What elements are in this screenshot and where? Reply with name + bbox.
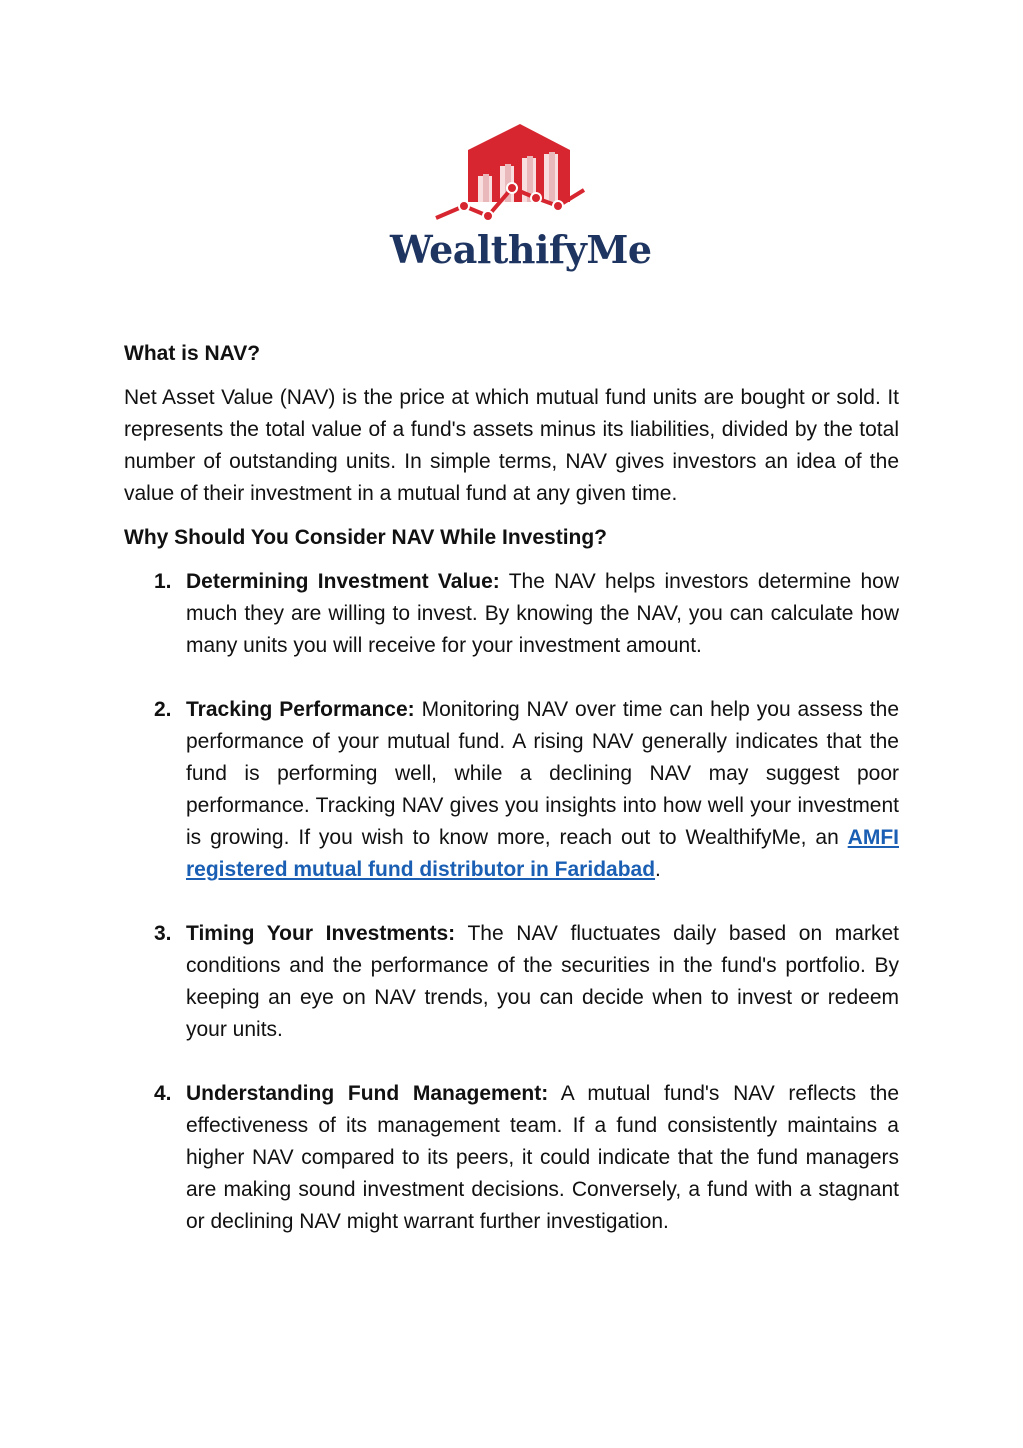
list-item-text: The NAV fluctuates daily based on market conditions and the performance of the securities in the fund's portfolio. By keeping an eye on NAV trends, you can decide when to invest or redeem your units. [186,922,899,1041]
nav-definition-paragraph: Net Asset Value (NAV) is the price at which mutual fund units are bought or sold. It represents the total value of a fund's assets minus its liabilities, divided by the total number of outstanding units. In simple terms, NAV gives investors an idea of the value of their investment in a mutual fund at any given time. [124,386,899,505]
list-item-text: A mutual fund's NAV reflects the effectiveness of its management team. If a fund consistently maintains a higher NAV compared to its peers, it could indicate that the fund managers are making sound investment decisions. Conversely, a fund with a stagnant or declining NAV might warrant further investigation. [186,1082,900,1233]
section-heading-what-is-nav: What is NAV? [124,342,261,365]
list-item-term: Determining Investment Value: [186,570,500,593]
list-item-term: Timing Your Investments: [186,922,456,945]
list-item-term: Understanding Fund Management: [186,1082,549,1105]
document-body [124,338,899,1270]
list-item [124,566,899,662]
list-item [124,694,899,886]
list-item-text: The NAV helps investors determine how much they are willing to invest. By knowing the NAV, you can calculate how many units you will receive for your investment amount. [186,570,899,657]
section-heading-why-consider-nav: Why Should You Consider NAV While Investing? [124,526,608,549]
amfi-distributor-link[interactable]: AMFI registered mutual fund distributor in Faridabad [186,826,899,881]
list-item-number: 2. [154,698,172,721]
house-bar-chart-icon [434,124,588,224]
brand-name: WealthifyMe [390,227,652,272]
list-item-number: 1. [154,570,172,593]
list-item [124,1078,899,1238]
list-item-text-end: . [655,858,661,881]
reasons-list [124,566,899,1238]
list-item-text: Monitoring NAV over time can help you assess the performance of your mutual fund. A rising NAV generally indicates that the fund is performing well, while a declining NAV may suggest poor performance. Tracking NAV gives you insights into how well your investment is growing. If you wish to know more, reach out to WealthifyMe, an [186,698,899,849]
list-item-term: Tracking Performance: [186,698,415,721]
list-item-number: 4. [154,1082,172,1105]
list-item [124,918,899,1046]
list-item-number: 3. [154,922,172,945]
brand-logo [390,124,652,284]
